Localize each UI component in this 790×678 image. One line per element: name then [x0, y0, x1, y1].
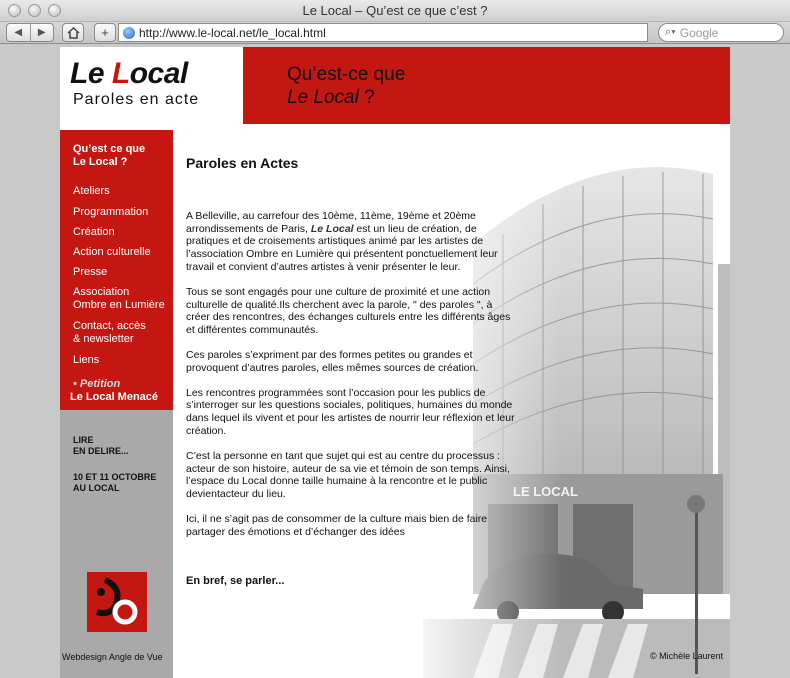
close-window-button[interactable]: [8, 4, 21, 17]
main-content: [186, 157, 516, 551]
paragraph-5: C’est la personne en tant que sujet qui est au centre du processus : acteur de son histoire, auteur de sa vie et témoin de son temps. Ainsi, l’espace du Local donne taille humaine à la rencontre et le public devientacteur du lieu.: [186, 449, 510, 501]
browser-toolbar: [0, 22, 790, 44]
webdesign-credit[interactable]: Webdesign Angle de Vue: [62, 652, 163, 662]
ombre-en-lumiere-logo[interactable]: [87, 572, 147, 632]
sidebar-promo: [60, 410, 173, 678]
home-icon: [67, 27, 80, 39]
paragraph-2: Tous se sont engagés pour une culture de proximité et une action culturelle de qualité.Ils cherchent avec la parole, " des paroles ", à créer des rencontres, des échanges culturels entre les différents âges et différentes communautés.: [186, 285, 511, 337]
nav-item-liens[interactable]: Liens: [73, 354, 100, 366]
site-container: [60, 47, 730, 678]
page-title: Qu’est-ce que Le Local ?: [287, 64, 406, 108]
nav-item-petition[interactable]: • Petition: [73, 378, 121, 390]
header-banner: [243, 47, 730, 124]
url-text: http://www.le-local.net/le_local.html: [139, 25, 326, 40]
logo-wordmark: Le Local: [70, 57, 188, 90]
globe-icon: [123, 27, 135, 39]
home-button[interactable]: [62, 23, 84, 42]
logo-tagline: Paroles en acte: [73, 91, 200, 108]
page-viewport: [0, 45, 790, 678]
content-title: Paroles en Actes: [186, 155, 299, 171]
nav-item-action-culturelle[interactable]: Action culturelle: [73, 246, 151, 258]
sidebar-nav: [60, 130, 173, 410]
nav-item-programmation[interactable]: Programmation: [73, 206, 149, 218]
paragraph-1: A Belleville, au carrefour des 10ème, 11ème, 19ème et 20ème arrondissements de Paris, Le Local est un lieu de création, de pratiques et de croisements artistiques animé par les artistes de l’association Ombre en Lumière qui présentent ponctuellement leur travail et convient d’autres artistes à venir présenter le leur.: [186, 209, 498, 273]
en-bref-link[interactable]: En bref, se parler...: [186, 575, 285, 587]
site-logo[interactable]: [60, 47, 243, 130]
nav-item-presse[interactable]: Presse: [73, 266, 108, 278]
forward-arrow-icon: ▶: [37, 27, 46, 38]
paragraph-3: Ces paroles s’expriment par des formes petites ou grandes et provoquent d’autres paroles, elles mêmes sources de création.: [186, 348, 479, 374]
paragraph-4: Les rencontres programmées sont l’occasion pour les publics de s’interroger sur les questions sociales, politiques, humaines du monde dans lequel ils vivent et pour les artistes de nourrir leur réflexion et leur création.: [186, 386, 515, 437]
address-bar[interactable]: [118, 23, 648, 42]
back-arrow-icon: ◀: [14, 27, 23, 38]
window-title: Le Local – Qu’est ce que c’est ?: [302, 3, 488, 18]
nav-item-le-local[interactable]: Qu’est ce que Le Local ?: [73, 143, 146, 168]
search-placeholder: Google: [679, 25, 719, 40]
back-button[interactable]: [7, 24, 30, 41]
window-titlebar: [0, 0, 790, 22]
nav-item-ateliers[interactable]: Ateliers: [73, 185, 110, 197]
search-field[interactable]: [658, 23, 784, 42]
promo-lire-en-delire[interactable]: LIRE EN DELIRE...: [73, 435, 129, 456]
minimize-window-button[interactable]: [28, 4, 41, 17]
nav-item-creation[interactable]: Création: [73, 226, 115, 238]
window-controls: [8, 4, 61, 17]
forward-button[interactable]: [30, 24, 54, 41]
nav-item-le-local-menace[interactable]: Le Local Menacé: [70, 391, 159, 403]
photo-credit: © Michèle Laurent: [650, 651, 724, 661]
zoom-window-button[interactable]: [48, 4, 61, 17]
search-icon: ⌕▾: [665, 26, 676, 38]
nav-item-association[interactable]: Association Ombre en Lumière: [73, 286, 165, 311]
history-buttons: [6, 23, 54, 42]
ombre-logo-icon: [87, 572, 147, 632]
paragraph-6: Ici, il ne s’agit pas de consommer de la culture mais bien de faire partager des émotions et d’échanger des idées: [186, 512, 488, 538]
plus-icon: +: [101, 25, 109, 40]
add-bookmark-button[interactable]: [94, 23, 116, 42]
promo-date[interactable]: 10 ET 11 OCTOBRE AU LOCAL: [73, 472, 157, 493]
nav-item-contact[interactable]: Contact, accès & newsletter: [73, 320, 146, 345]
